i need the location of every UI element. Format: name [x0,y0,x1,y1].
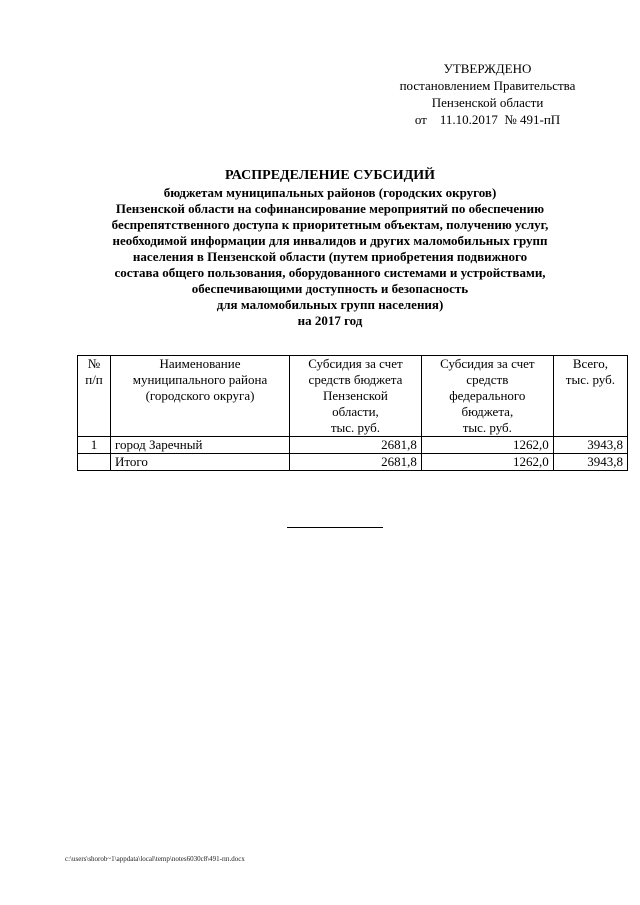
title-line-9: на 2017 год [297,313,363,328]
table-total-row [78,454,628,471]
title-line-7: обеспечивающими доступность и безопасность [191,281,469,296]
approval-stamp [380,60,595,128]
table-header-row [78,356,628,437]
table-row [78,437,628,454]
title-line-8: для маломобильных групп населения) [216,297,444,312]
header-federal-subsidy: Субсидия за счет средств федерального бюджета, тыс. руб. [421,356,553,437]
row-federal-amount: 1262,0 [421,454,553,471]
header-municipality: Наименование муниципального района (городского округа) [111,356,290,437]
file-path-footer: c:\users\shorob~1\appdata\local\temp\notes6030c8\491-пп.docx [65,855,245,863]
document-title-block [60,167,600,329]
title-line-2: Пензенской области на софинансирование мероприятий по обеспечению [115,201,545,216]
row-number [78,454,111,471]
title-line-3: беспрепятственного доступа к приоритетным объектам, получению услуг, [111,217,549,232]
approval-line-2: Пензенской области [431,95,544,110]
title-line-5: населения в Пензенской области (путем приобретения подвижного [132,249,528,264]
document-title: РАСПРЕДЕЛЕНИЕ СУБСИДИЙ [224,168,435,183]
row-regional-amount: 2681,8 [290,454,422,471]
row-federal-amount: 1262,0 [421,437,553,454]
row-number: 1 [78,437,111,454]
row-total-amount: 3943,8 [553,454,627,471]
title-line-4: необходимой информации для инвалидов и других маломобильных групп [112,233,548,248]
header-regional-subsidy: Субсидия за счет средств бюджета Пензенской области, тыс. руб. [290,356,422,437]
row-municipality: Итого [111,454,290,471]
approval-heading: УТВЕРЖДЕНО [443,61,532,76]
row-total-amount: 3943,8 [553,437,627,454]
title-line-1: бюджетам муниципальных районов (городских округов) [163,185,497,200]
title-line-6: состава общего пользования, оборудованного системами и устройствами, [114,265,546,280]
end-divider [287,527,383,528]
row-municipality: город Заречный [111,437,290,454]
row-regional-amount: 2681,8 [290,437,422,454]
subsidy-table [77,355,628,471]
approval-line-1: постановлением Правительства [399,78,576,93]
header-total: Всего, тыс. руб. [553,356,627,437]
header-number: № п/п [78,356,111,437]
approval-date-line: от 11.10.2017 № 491-пП [414,112,561,127]
